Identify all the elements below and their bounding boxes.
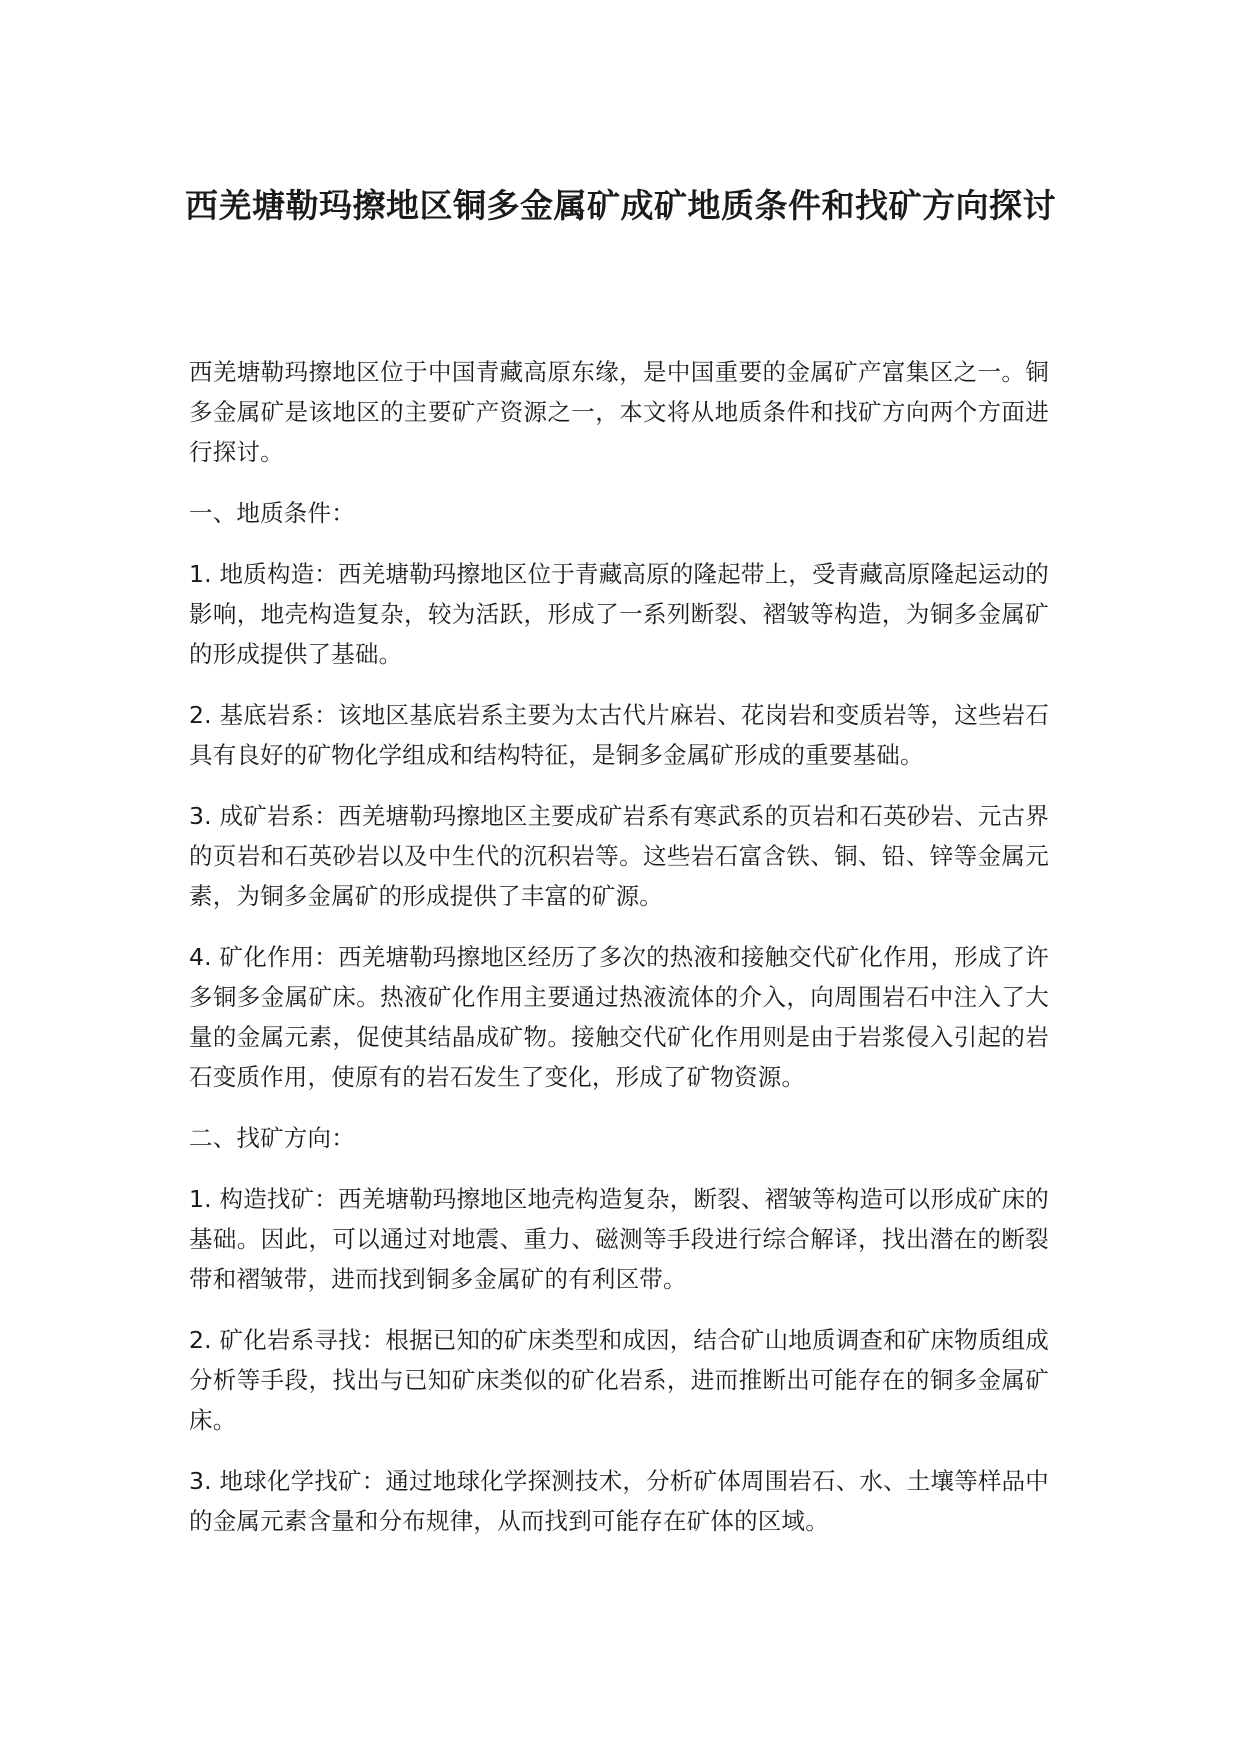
intro-paragraph: 西羌塘勒玛擦地区位于中国青藏高原东缘，是中国重要的金属矿产富集区之一。铜多金属矿是该地区的主要矿产资源之一，本文将从地质条件和找矿方向两个方面进行探讨。 bbox=[189, 358, 1049, 466]
prospecting-item-strata-search: 2. 矿化岩系寻找：根据已知的矿床类型和成因，结合矿山地质调查和矿床物质组成分析等手段，找出与已知矿床类似的矿化岩系，进而推断出可能存在的铜多金属矿床。 bbox=[189, 1326, 1049, 1434]
section-heading-geology: 一、地质条件： bbox=[189, 499, 355, 527]
geology-item-mineralization: 4. 矿化作用：西羌塘勒玛擦地区经历了多次的热液和接触交代矿化作用，形成了许多铜多金属矿床。热液矿化作用主要通过热液流体的介入，向周围岩石中注入了大量的金属元素，促使其结晶成矿物。接触交代矿化作用则是由于岩浆侵入引起的岩石变质作用，使原有的岩石发生了变化，形成了矿物资源。 bbox=[189, 943, 1049, 1091]
geology-item-structure: 1. 地质构造：西羌塘勒玛擦地区位于青藏高原的隆起带上，受青藏高原隆起运动的影响，地壳构造复杂，较为活跃，形成了一系列断裂、褶皱等构造，为铜多金属矿的形成提供了基础。 bbox=[189, 560, 1049, 668]
document-title: 西羌塘勒玛擦地区铜多金属矿成矿地质条件和找矿方向探讨 bbox=[185, 186, 1056, 225]
prospecting-item-structural: 1. 构造找矿：西羌塘勒玛擦地区地壳构造复杂，断裂、褶皱等构造可以形成矿床的基础。因此，可以通过对地震、重力、磁测等手段进行综合解译，找出潜在的断裂带和褶皱带，进而找到铜多金属矿的有利区带。 bbox=[189, 1185, 1049, 1293]
section-heading-prospecting: 二、找矿方向： bbox=[189, 1124, 355, 1152]
document-body bbox=[189, 352, 1049, 1562]
prospecting-item-geochemical: 3. 地球化学找矿：通过地球化学探测技术，分析矿体周围岩石、水、土壤等样品中的金属元素含量和分布规律，从而找到可能存在矿体的区域。 bbox=[189, 1467, 1049, 1535]
geology-item-basement: 2. 基底岩系：该地区基底岩系主要为太古代片麻岩、花岗岩和变质岩等，这些岩石具有良好的矿物化学组成和结构特征，是铜多金属矿形成的重要基础。 bbox=[189, 701, 1049, 769]
geology-item-ore-strata: 3. 成矿岩系：西羌塘勒玛擦地区主要成矿岩系有寒武系的页岩和石英砂岩、元古界的页岩和石英砂岩以及中生代的沉积岩等。这些岩石富含铁、铜、铅、锌等金属元素，为铜多金属矿的形成提供了丰富的矿源。 bbox=[189, 802, 1049, 910]
